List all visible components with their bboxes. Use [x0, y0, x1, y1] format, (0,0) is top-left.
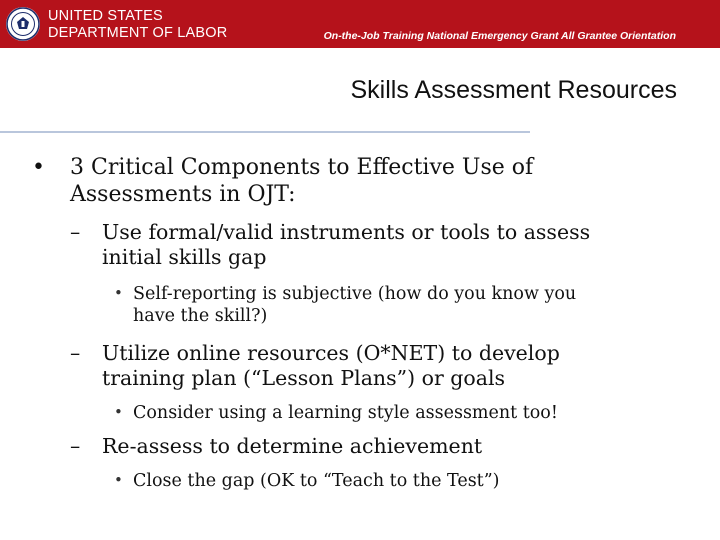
- agency-line-2: DEPARTMENT OF LABOR: [48, 25, 228, 41]
- main-bullet: [32, 154, 630, 208]
- slide-title: Skills Assessment Resources: [350, 76, 677, 104]
- program-title: On-the-Job Training National Emergency Grant All Grantee Orientation: [323, 30, 676, 42]
- sub-item-3: [70, 434, 662, 459]
- dash-glyph: –: [70, 220, 81, 244]
- main-bullet-line-1: 3 Critical Components to Effective Use of: [70, 155, 534, 180]
- sub-sub-item-2: [114, 402, 693, 424]
- main-bullet-line-2: Assessments in OJT:: [70, 182, 296, 207]
- sub-sub-item-3: [114, 470, 693, 492]
- sub-item-1: [70, 220, 662, 270]
- sub-item-2-line-1: Utilize online resources (O*NET) to develop: [102, 341, 560, 365]
- sub-sub-item-1-line-2: have the skill?): [133, 306, 268, 326]
- dash-glyph: –: [70, 434, 81, 458]
- bullet-glyph: •: [32, 155, 45, 180]
- sub-item-2: [70, 341, 662, 391]
- sub-item-2-line-2: training plan (“Lesson Plans”) or goals: [102, 366, 506, 390]
- agency-name: [48, 8, 227, 42]
- sub-sub-item-1: [114, 283, 693, 327]
- dash-glyph: –: [70, 341, 81, 365]
- sub-sub-item-3-line-1: Close the gap (OK to “Teach to the Test”): [133, 471, 500, 491]
- title-divider: [0, 131, 530, 133]
- dol-seal-icon: [6, 7, 40, 41]
- sub-item-1-line-1: Use formal/valid instruments or tools to assess: [102, 220, 591, 244]
- sub-item-1-line-2: initial skills gap: [102, 245, 267, 269]
- sub-sub-item-1-line-1: Self-reporting is subjective (how do you know you: [133, 284, 577, 304]
- sub-sub-item-2-line-1: Consider using a learning style assessment too!: [133, 403, 558, 423]
- bullet-glyph: •: [114, 403, 123, 421]
- sub-item-3-line-1: Re-assess to determine achievement: [102, 434, 483, 458]
- bullet-glyph: •: [114, 284, 123, 302]
- agency-line-1: UNITED STATES: [48, 8, 163, 24]
- header-bar: [0, 0, 720, 48]
- bullet-glyph: •: [114, 471, 123, 489]
